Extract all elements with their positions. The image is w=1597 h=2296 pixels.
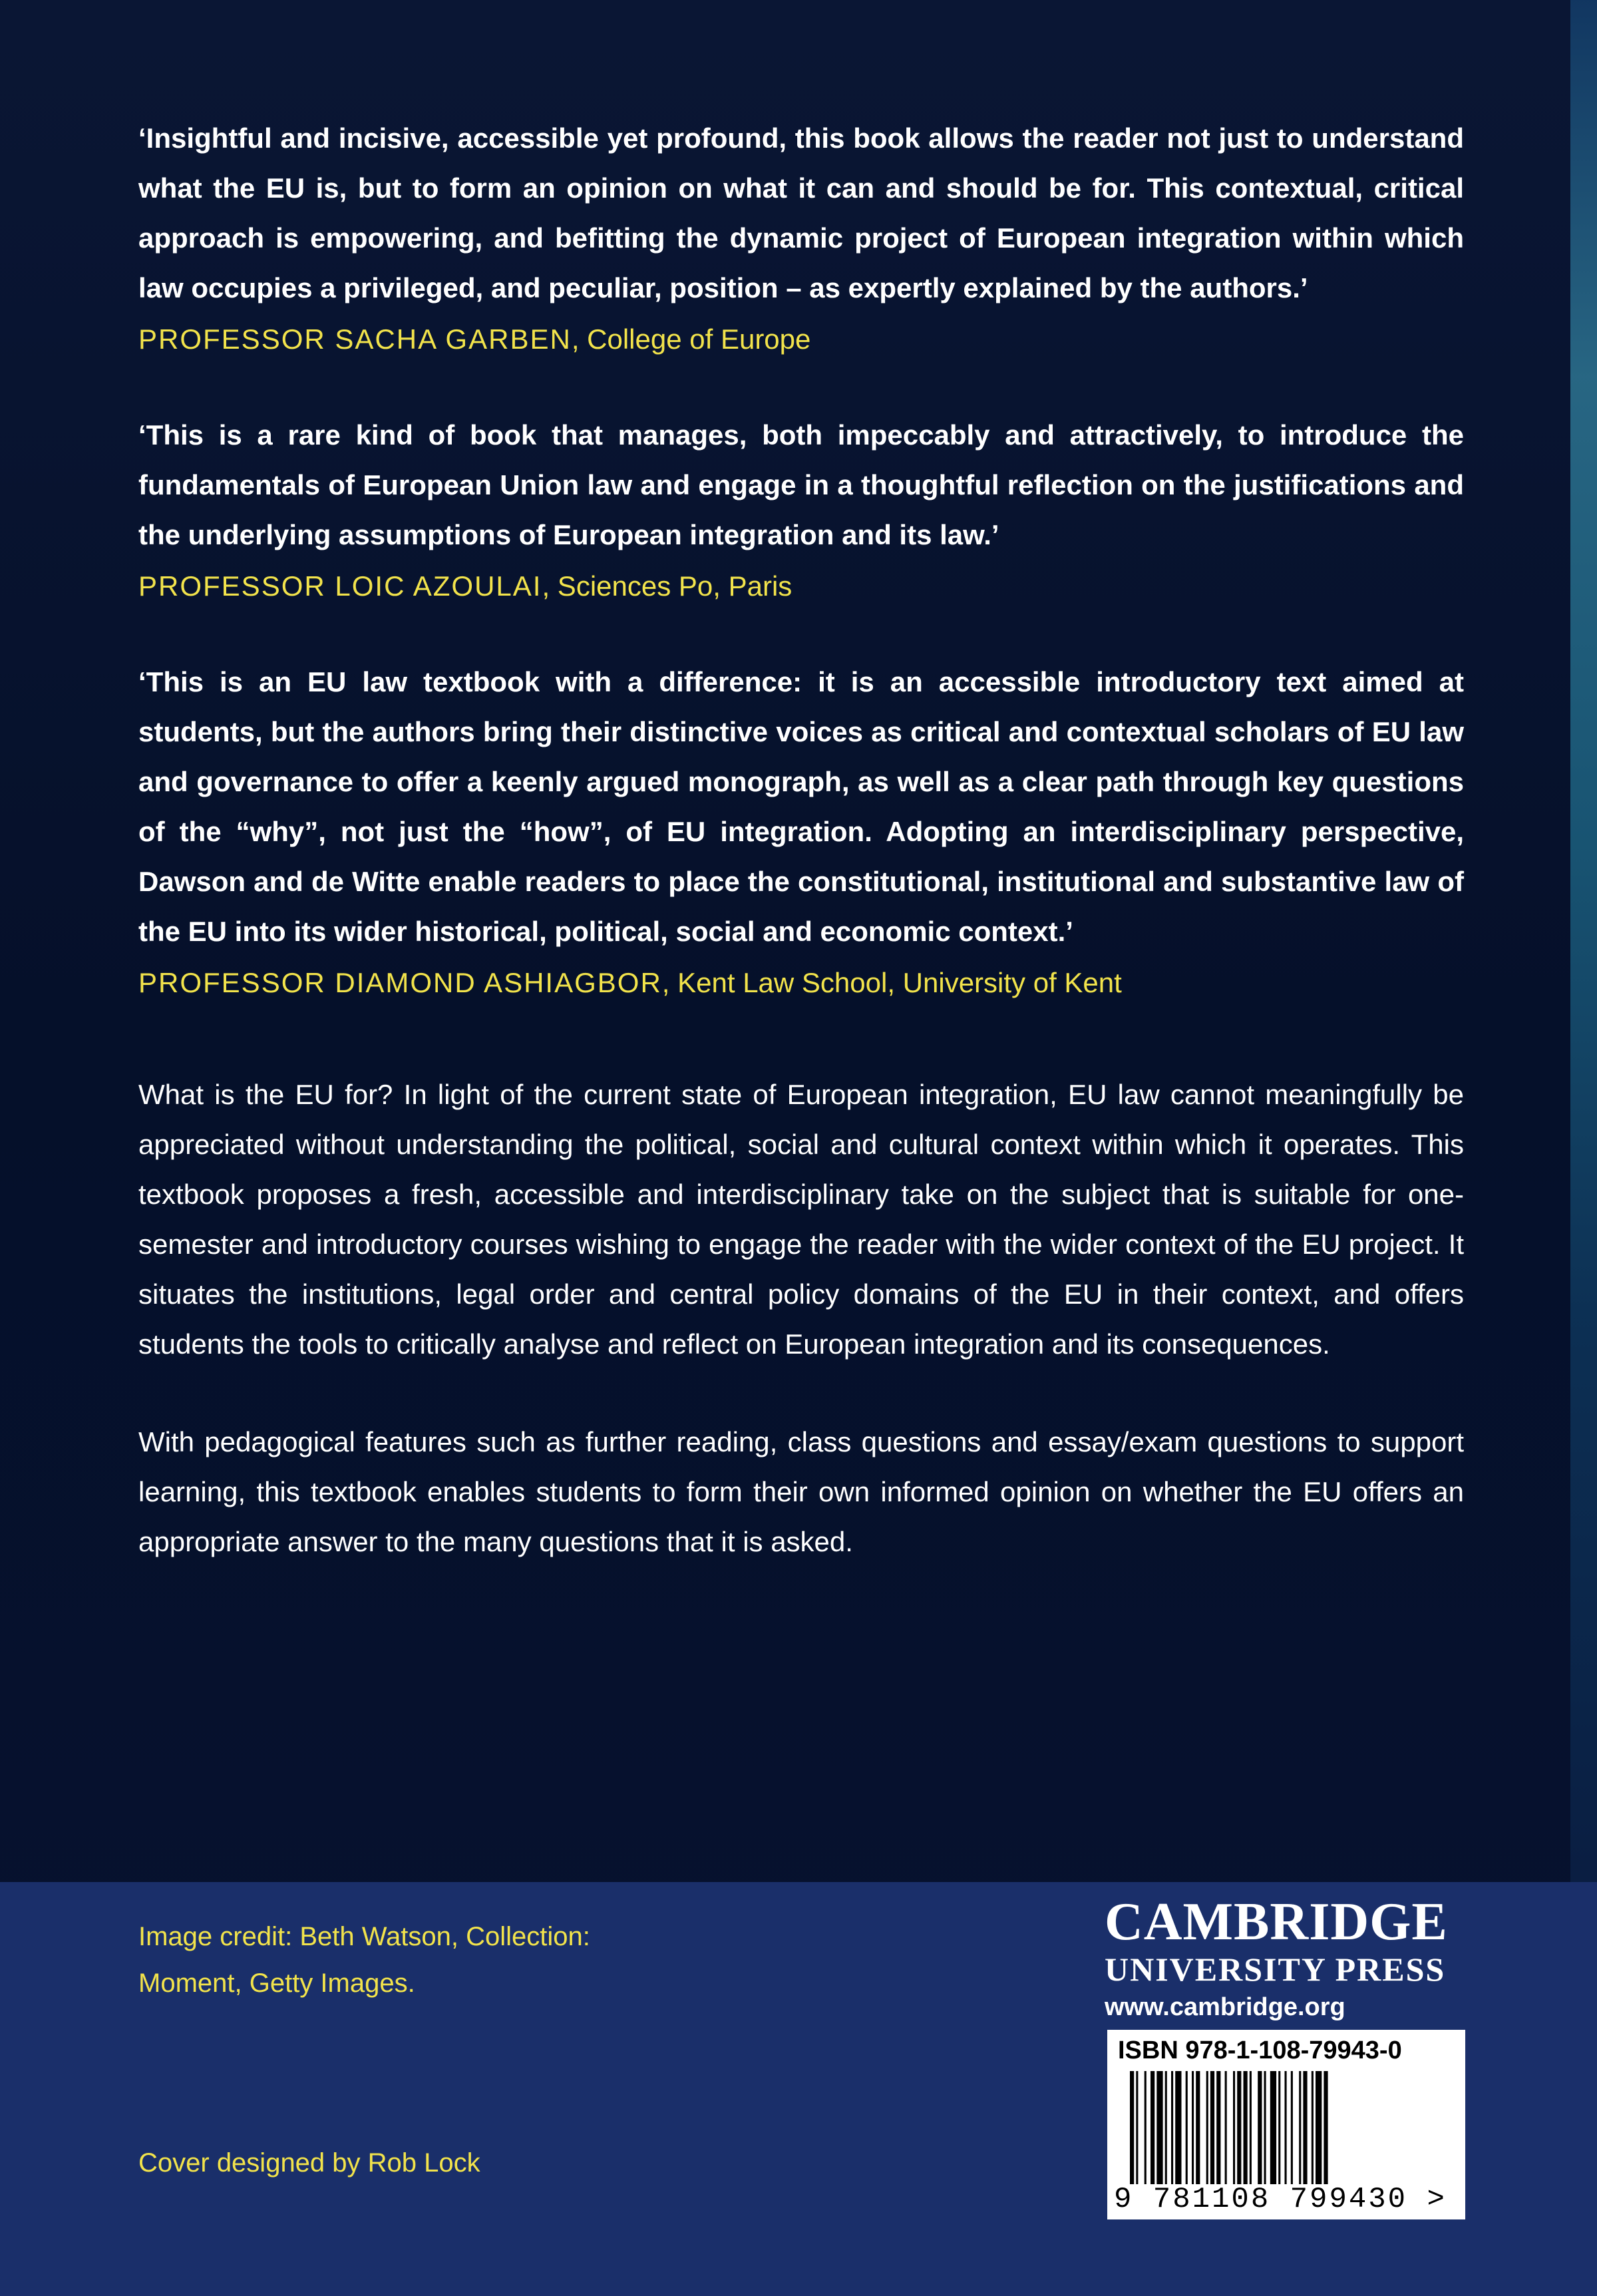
barcode-bar bbox=[1196, 2071, 1200, 2184]
endorsement-quote: ‘This is an EU law textbook with a difference: it is an accessible introductory text aimed at students, but the authors bring their distinctive voices as critical and contextual scholars of EU law and governance to offer a keenly argued monograph, as well as a clear path through key questions of the “why”, not just the “how”, of EU integration. Adopting an interdisciplinary perspective, Dawson and de Witte enable readers to place the constitutional, institutional and substantive law of the EU into its wider historical, political, social and economic context.’ bbox=[138, 666, 1464, 947]
description-paragraph: What is the EU for? In light of the current state of European integration, EU law cannot meaningfully be appreciated without understanding the political, social and cultural context within which it operates. This textbook proposes a fresh, accessible and interdisciplinary take on the subject that is suitable for one-semester and introductory courses wishing to engage the reader with the wider context of the EU project. It situates the institutions, legal order and central policy domains of the EU in their context, and offers students the tools to critically analyse and reflect on European integration and its consequences. bbox=[138, 1079, 1464, 1360]
barcode-bar bbox=[1145, 2071, 1147, 2184]
barcode-bar bbox=[1130, 2071, 1134, 2184]
barcode-bar bbox=[1299, 2071, 1301, 2184]
endorsement-attribution bbox=[138, 566, 1464, 606]
barcode-bar bbox=[1216, 2071, 1220, 2184]
cover-art-edge bbox=[1570, 0, 1597, 1883]
endorser-institution: , College of Europe bbox=[571, 323, 811, 355]
barcode-bar bbox=[1278, 2071, 1280, 2184]
barcode-bar bbox=[1175, 2071, 1181, 2184]
barcode-bar bbox=[1225, 2071, 1227, 2184]
barcode-bar bbox=[1291, 2071, 1293, 2184]
barcode-bar bbox=[1250, 2071, 1252, 2184]
barcode-bar bbox=[1285, 2071, 1287, 2184]
barcode-bar bbox=[1171, 2071, 1173, 2184]
barcode-bar bbox=[1258, 2071, 1262, 2184]
barcode-bar bbox=[1312, 2071, 1314, 2184]
barcode-bar bbox=[1151, 2071, 1154, 2184]
isbn-barcode bbox=[1107, 2030, 1465, 2219]
endorsements-and-blurb bbox=[138, 113, 1464, 1615]
endorsement-attribution bbox=[138, 963, 1464, 1003]
description-paragraph: With pedagogical features such as further reading, class questions and essay/exam questions to support learning, this textbook enables students to form their own informed opinion on whether the EU offers an appropriate answer to the many questions that it is asked. bbox=[138, 1426, 1464, 1557]
barcode-bar bbox=[1186, 2071, 1188, 2184]
barcode-bar bbox=[1244, 2071, 1248, 2184]
publisher-url: www.cambridge.org bbox=[1105, 1993, 1345, 2021]
barcode-bar bbox=[1192, 2071, 1194, 2184]
barcode-digits: 9 781108 799430 > bbox=[1114, 2183, 1447, 2216]
book-description bbox=[138, 1069, 1464, 1567]
barcode-bar bbox=[1210, 2071, 1214, 2184]
barcode-bar bbox=[1136, 2071, 1138, 2184]
endorsement-quote: ‘Insightful and incisive, accessible yet profound, this book allows the reader not just to understand what the EU is, but to form an opinion on what it can and should be for. This contextual, critical approach is empowering, and befitting the dynamic project of European integration within which law occupies a privileged, and peculiar, position – as expertly explained by the authors.’ bbox=[138, 122, 1464, 303]
endorsement-attribution bbox=[138, 319, 1464, 359]
barcode-bar bbox=[1237, 2071, 1241, 2184]
endorsement-2 bbox=[138, 410, 1464, 606]
barcode-bar bbox=[1316, 2071, 1322, 2184]
barcode-bar bbox=[1264, 2071, 1266, 2184]
endorser-institution: , Sciences Po, Paris bbox=[542, 570, 793, 602]
image-credit bbox=[138, 1913, 737, 2007]
image-credit-line: Moment, Getty Images. bbox=[138, 1969, 415, 1998]
endorsement-quote: ‘This is a rare kind of book that manages, both impeccably and attractively, to introduce the fundamentals of European Union law and engage in a thoughtful reflection on the justifications and the underlying assumptions of European integration and its law.’ bbox=[138, 419, 1464, 550]
endorser-name: PROFESSOR SACHA GARBEN bbox=[138, 323, 572, 355]
barcode-bar bbox=[1233, 2071, 1235, 2184]
endorsement-3 bbox=[138, 657, 1464, 1003]
publisher-logo bbox=[1105, 1894, 1464, 2026]
barcode-bar bbox=[1165, 2071, 1167, 2184]
image-credit-line: Image credit: Beth Watson, Collection: bbox=[138, 1922, 590, 1951]
endorsement-1 bbox=[138, 113, 1464, 359]
isbn-label: ISBN 978-1-108-79943-0 bbox=[1118, 2036, 1402, 2064]
barcode-bar bbox=[1303, 2071, 1307, 2184]
publisher-name: CAMBRIDGE bbox=[1105, 1893, 1448, 1951]
endorser-institution: , Kent Law School, University of Kent bbox=[661, 967, 1122, 998]
barcode-bar bbox=[1324, 2071, 1328, 2184]
endorser-name: PROFESSOR DIAMOND ASHIAGBOR bbox=[138, 967, 662, 998]
barcode-bar bbox=[1270, 2071, 1276, 2184]
publisher-subtitle: UNIVERSITY PRESS bbox=[1105, 1951, 1446, 1988]
barcode-bar bbox=[1156, 2071, 1162, 2184]
barcode-bar bbox=[1206, 2071, 1208, 2184]
cover-design-credit: Cover designed by Rob Lock bbox=[138, 2148, 480, 2178]
endorser-name: PROFESSOR LOIC AZOULAI bbox=[138, 570, 542, 602]
